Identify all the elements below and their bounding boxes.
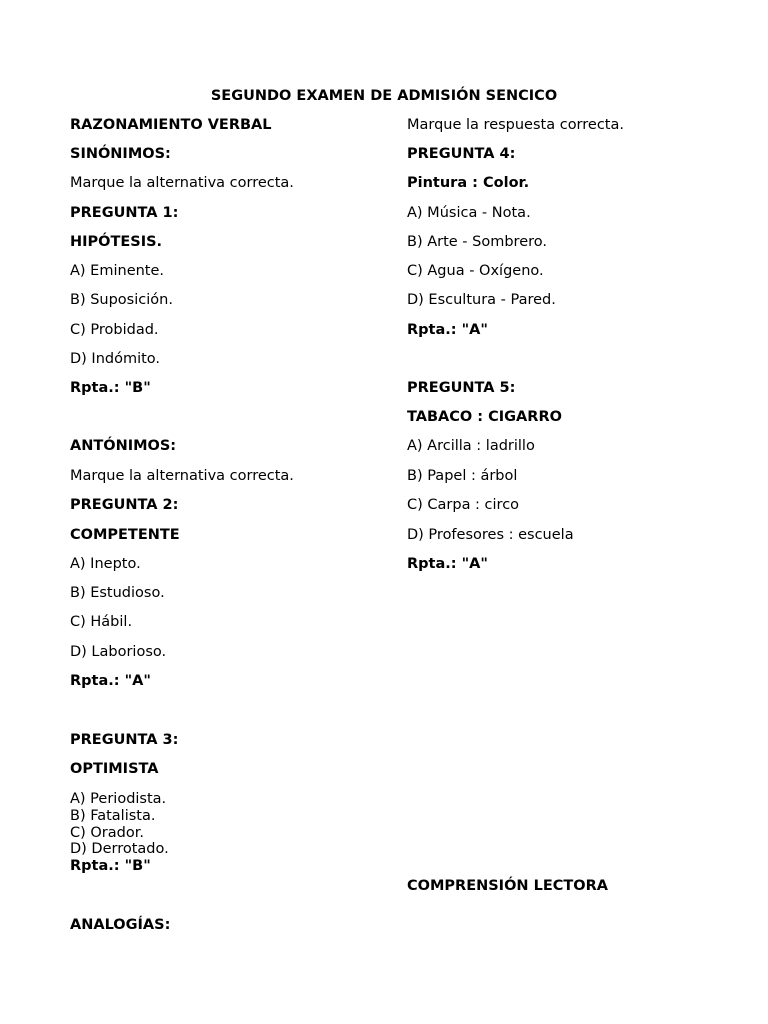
q4-option-b: B) Arte - Sombrero.	[407, 234, 547, 250]
q2-option-d: D) Laborioso.	[70, 644, 167, 660]
q3-option-c: C) Orador.	[70, 825, 144, 841]
q3-answer: Rpta.: "B"	[70, 858, 151, 874]
subsection-heading-sinonimos: SINÓNIMOS:	[70, 146, 171, 162]
q2-answer: Rpta.: "A"	[70, 673, 151, 689]
question-word-2: COMPETENTE	[70, 527, 180, 543]
q2-option-c: C) Hábil.	[70, 614, 133, 630]
question-label-5: PREGUNTA 5:	[407, 380, 516, 396]
page-title: SEGUNDO EXAMEN DE ADMISIÓN SENCICO	[210, 88, 558, 104]
instruction-text: Marque la respuesta correcta.	[407, 117, 624, 133]
question-label-3: PREGUNTA 3:	[70, 732, 179, 748]
q5-answer: Rpta.: "A"	[407, 556, 488, 572]
q5-option-a: A) Arcilla : ladrillo	[407, 438, 535, 454]
q1-answer: Rpta.: "B"	[70, 380, 151, 396]
q5-option-b: B) Papel : árbol	[407, 468, 518, 484]
q5-option-c: C) Carpa : circo	[407, 497, 520, 513]
question-label-4: PREGUNTA 4:	[407, 146, 516, 162]
instruction-text: Marque la alternativa correcta.	[70, 468, 294, 484]
q4-option-d: D) Escultura - Pared.	[407, 292, 556, 308]
question-word-1: HIPÓTESIS.	[70, 234, 163, 250]
q4-answer: Rpta.: "A"	[407, 322, 488, 338]
question-word-5: TABACO : CIGARRO	[407, 409, 562, 425]
q1-option-d: D) Indómito.	[70, 351, 161, 367]
question-word-4: Pintura : Color.	[407, 175, 530, 191]
question-label-1: PREGUNTA 1:	[70, 205, 179, 221]
q2-option-b: B) Estudioso.	[70, 585, 165, 601]
q3-option-a: A) Periodista.	[70, 791, 167, 807]
q1-option-c: C) Probidad.	[70, 322, 159, 338]
instruction-text: Marque la alternativa correcta.	[70, 175, 294, 191]
q5-option-d: D) Profesores : escuela	[407, 527, 574, 543]
q4-option-a: A) Música - Nota.	[407, 205, 531, 221]
q3-option-d: D) Derrotado.	[70, 841, 169, 857]
q2-option-a: A) Inepto.	[70, 556, 141, 572]
subsection-heading-antonimos: ANTÓNIMOS:	[70, 438, 177, 454]
question-label-2: PREGUNTA 2:	[70, 497, 179, 513]
section-heading-comprension-lectora: COMPRENSIÓN LECTORA	[407, 878, 608, 894]
q1-option-a: A) Eminente.	[70, 263, 165, 279]
section-heading-razonamiento-verbal: RAZONAMIENTO VERBAL	[70, 117, 272, 133]
q1-option-b: B) Suposición.	[70, 292, 173, 308]
section-heading-analogias: ANALOGÍAS:	[70, 917, 171, 933]
q3-option-b: B) Fatalista.	[70, 808, 156, 824]
q4-option-c: C) Agua - Oxígeno.	[407, 263, 544, 279]
question-word-3: OPTIMISTA	[70, 761, 159, 777]
